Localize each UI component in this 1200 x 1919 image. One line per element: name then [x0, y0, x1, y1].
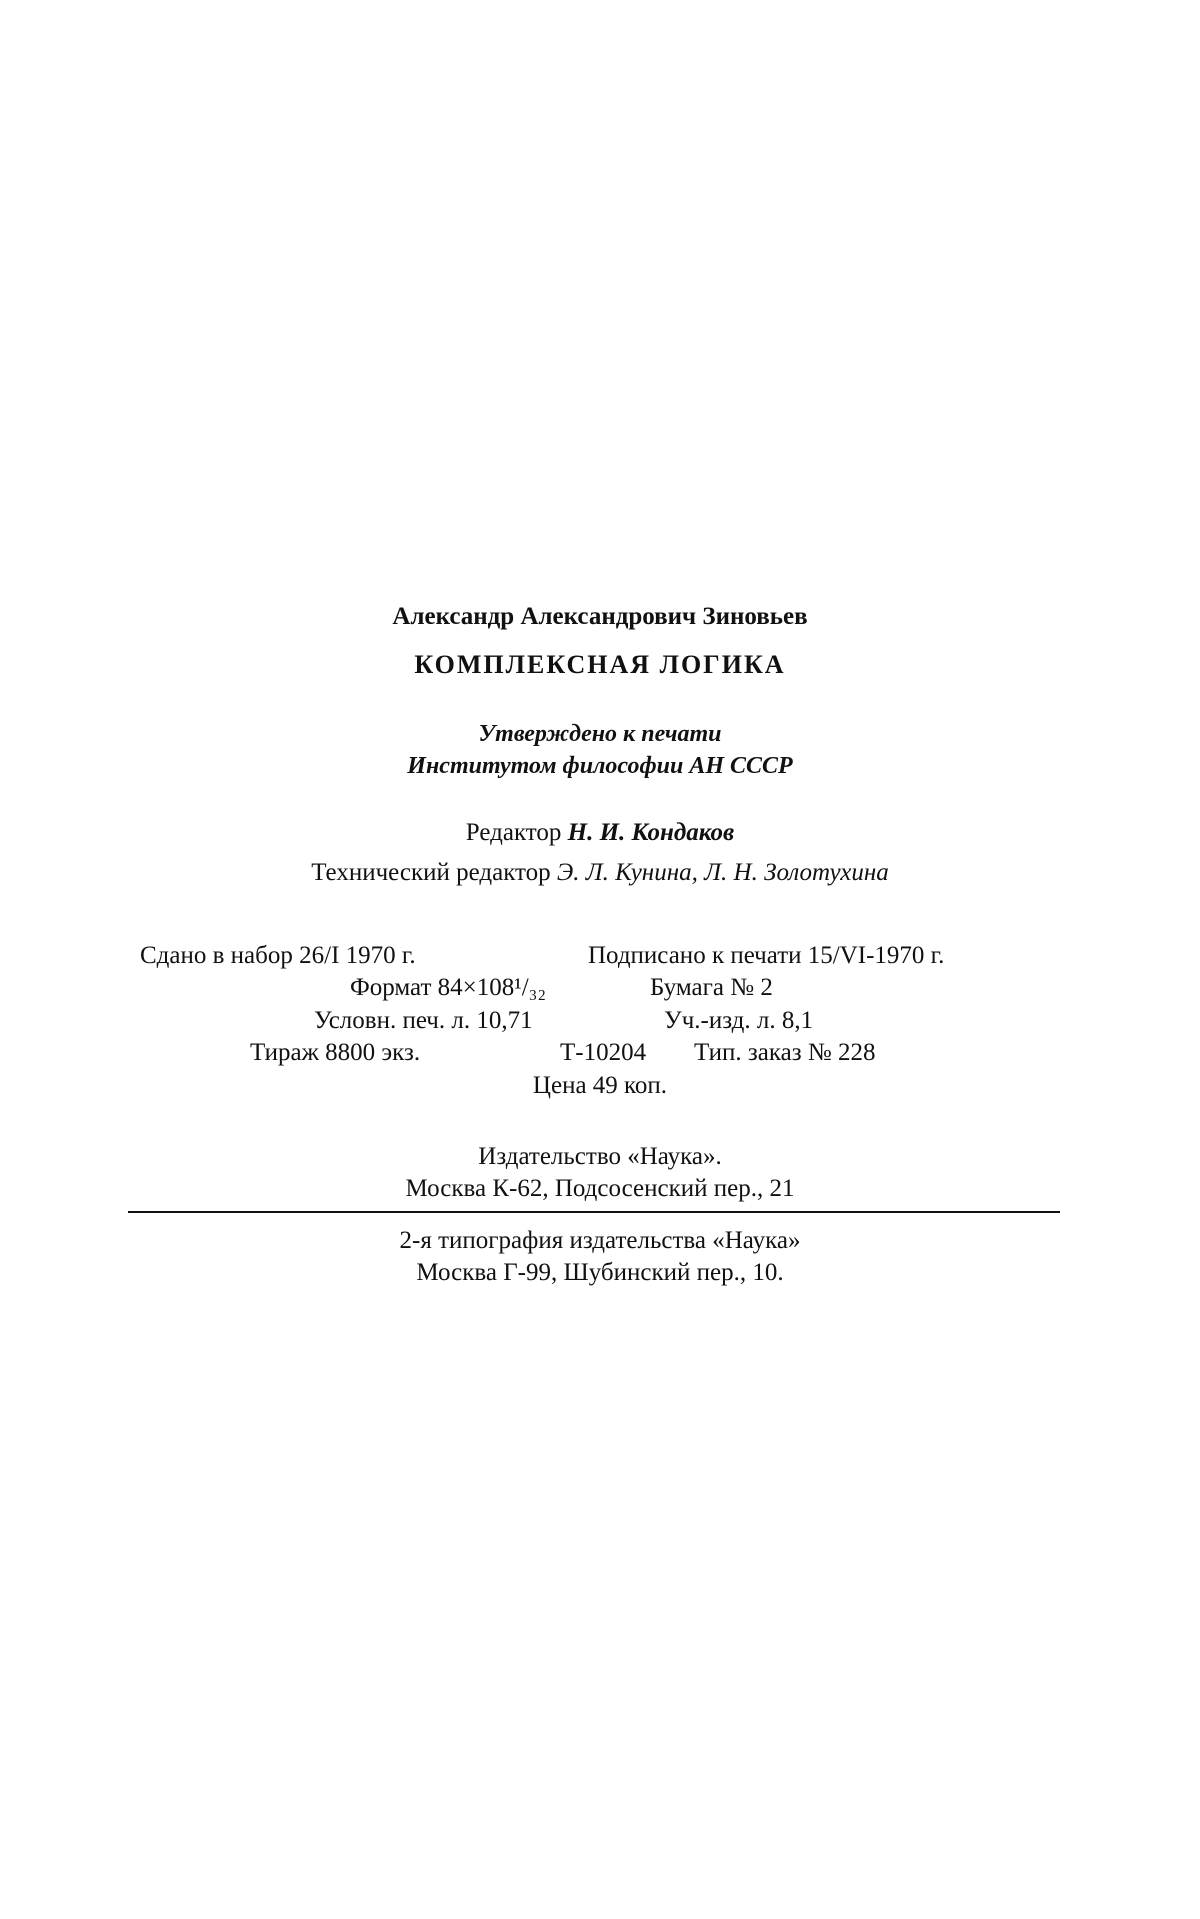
signed-date: Подписано к печати 15/VI-1970 г.	[588, 942, 945, 969]
format: Формат 84×108¹/₃₂	[350, 974, 547, 1001]
publishing-sheets: Уч.-изд. л. 8,1	[664, 1007, 814, 1034]
typeset-date: Сдано в набор 26/I 1970 г.	[140, 942, 416, 969]
tech-editor-label: Технический редактор	[311, 859, 551, 886]
publisher-name: Издательство «Наука».	[478, 1143, 722, 1170]
code-number: Т-10204	[560, 1039, 647, 1066]
publisher-address: Москва К-62, Подсосенский пер., 21	[405, 1175, 795, 1202]
editor-label: Редактор	[465, 819, 562, 846]
conditional-sheets: Условн. печ. л. 10,71	[314, 1007, 533, 1034]
print-run: Тираж 8800 экз.	[250, 1039, 421, 1066]
book-title: КОМПЛЕКСНАЯ ЛОГИКА	[414, 650, 786, 679]
approval-line-2: Институтом философии АН СССР	[407, 753, 793, 779]
order-number: Тип. заказ № 228	[694, 1039, 876, 1066]
paper: Бумага № 2	[650, 974, 773, 1001]
approval-line-1: Утверждено к печати	[478, 721, 722, 747]
tech-editor-names: Э. Л. Кунина, Л. Н. Золотухина	[556, 859, 889, 886]
tech-editor-line	[0, 860, 1200, 885]
editor-name: Н. И. Кондаков	[567, 819, 735, 846]
price: Цена 49 коп.	[532, 1072, 668, 1099]
printer-address: Москва Г-99, Шубинский пер., 10.	[416, 1259, 784, 1286]
editor-line	[0, 820, 1200, 845]
printer-name: 2-я типография издательства «Наука»	[399, 1227, 801, 1254]
divider-rule	[128, 1211, 1060, 1213]
author-name: Александр Александрович Зиновьев	[392, 603, 808, 630]
